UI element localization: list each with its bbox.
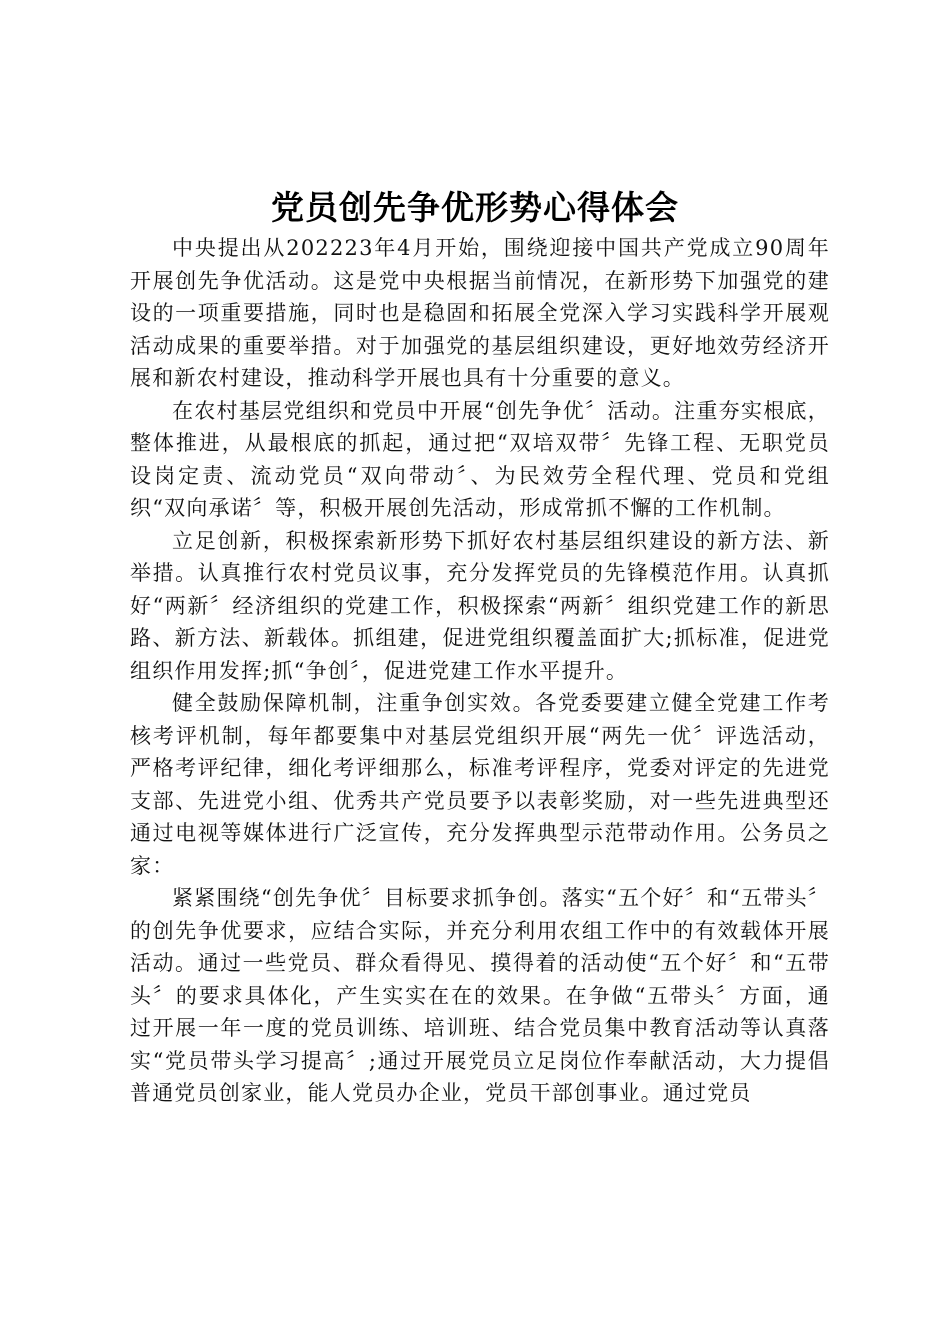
paragraph-3: 立足创新，积极探索新形势下抓好农村基层组织建设的新方法、新举措。认真推行农村党员议事，充分发挥党员的先锋模范作用。认真抓好“两新〞经济组织的党建工作，积极探索“两新〞组织党建工作的新思路、新方法、新载体。抓组建，促进党组织覆盖面扩大;抓标准，促进党组织作用发挥;抓“争创〞，促进党建工作水平提升。 bbox=[130, 528, 830, 683]
document-body bbox=[130, 232, 830, 1110]
paragraph-1: 中央提出从202223年4月开始，围绕迎接中国共产党成立90周年开展创先争优活动。这是党中央根据当前情况，在新形势下加强党的建设的一项重要措施，同时也是稳固和拓展全党深入学习实践科学开展观活动成果的重要举措。对于加强党的基层组织建设，更好地效劳经济开展和新农村建设，推动科学开展也具有十分重要的意义。 bbox=[130, 236, 830, 390]
paragraph-2: 在农村基层党组织和党员中开展“创先争优〞活动。注重夯实根底，整体推进，从最根底的抓起，通过把“双培双带〞先锋工程、无职党员设岗定责、流动党员“双向带动〞、为民效劳全程代理、党员和党组织“双向承诺〞等，积极开展创先活动，形成常抓不懈的工作机制。 bbox=[130, 398, 830, 520]
document-title: 党员创先争优形势心得体会 bbox=[271, 188, 679, 227]
paragraph-5: 紧紧围绕“创先争优〞目标要求抓争创。落实“五个好〞和“五带头〞的创先争优要求，应结合实际，并充分利用农组工作中的有效载体开展活动。通过一些党员、群众看得见、摸得着的活动使“五个好〞和“五带头〞的要求具体化，产生实实在在的效果。在争做“五带头〞方面，通过开展一年一度的党员训练、培训班、结合党员集中教育活动等认真落实“党员带头学习提高〞;通过开展党员立足岗位作奉献活动，大力提倡普通党员创家业，能人党员办企业，党员干部创事业。通过党员 bbox=[130, 886, 830, 1105]
paragraph-4: 健全鼓励保障机制，注重争创实效。各党委要建立健全党建工作考核考评机制，每年都要集中对基层党组织开展“两先一优〞评选活动，严格考评纪律，细化考评细那么，标准考评程序，党委对评定的先进党支部、先进党小组、优秀共产党员要予以表彰奖励，对一些先进典型还通过电视等媒体进行广泛宣传，充分发挥典型示范带动作用。公务员之家： bbox=[130, 691, 830, 878]
